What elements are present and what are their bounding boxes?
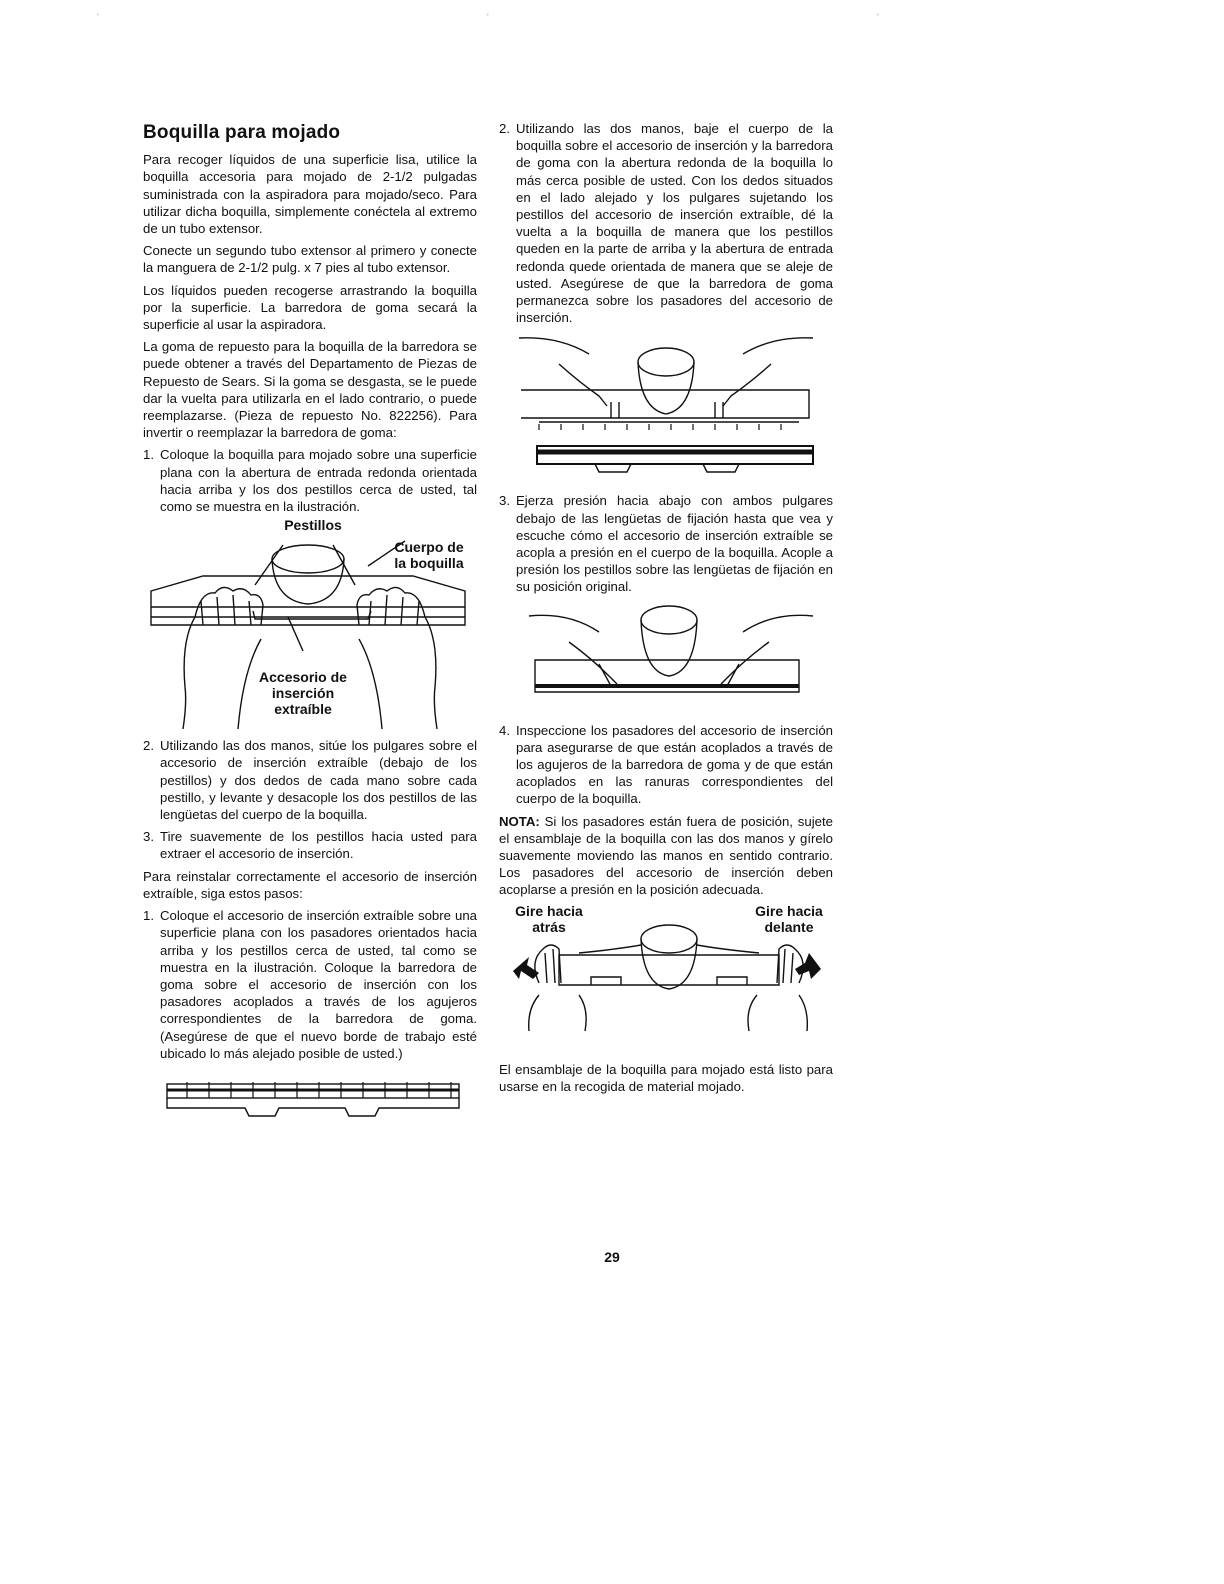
list-item — [143, 907, 477, 1062]
list-number: 3. — [499, 493, 510, 509]
label-cuerpo-boquilla: Cuerpo de la boquilla — [394, 539, 464, 572]
list-item — [499, 492, 833, 595]
page-title: Boquilla para mojado — [143, 122, 341, 143]
label-accesorio-insercion: Accesorio de inserción extraíble — [259, 669, 347, 718]
scan-mark: ' — [487, 12, 489, 22]
label-pestillos: Pestillos — [284, 517, 342, 534]
scan-mark: ' — [97, 12, 99, 22]
paragraph: Para recoger líquidos de una superficie lisa, utilice la boquilla accesoria para mojado de 2-1/2 pulgadas suministrada con la aspiradora para mojado/seco. Para utilizar dicha boquilla, simplemente conéctela al extremo de un tubo extensor. — [143, 152, 477, 237]
list-text: Coloque la boquilla para mojado sobre una superficie plana con la abertura de entrada redonda orientada hacia arriba y los dos pestillos cerca de usted, tal como se muestra en la ilustración. — [160, 447, 477, 515]
figure-snap-insert — [499, 602, 833, 714]
right-column — [499, 120, 833, 1100]
note-paragraph — [499, 813, 833, 899]
label-gire-atras: Gire hacia atrás — [515, 902, 583, 935]
list-text: Utilizando las dos manos, sitúe los pulgares sobre el accesorio de inserción extraíble (debajo de los pestillos) y dos dedos de cada mano sobre cada pestillo, y levante y desacople los dos pestillos de las lengüetas del cuerpo de la boquilla. — [160, 738, 477, 823]
figure-nozzle-latches — [143, 517, 477, 729]
paragraph: El ensamblaje de la boquilla para mojado está listo para usarse en la recogida de material mojado. — [499, 1061, 833, 1094]
paragraph: Para reinstalar correctamente el accesorio de inserción extraíble, siga estos pasos: — [143, 868, 477, 901]
paragraph: Los líquidos pueden recogerse arrastrando la boquilla por la superficie. La barredora de goma secará la superficie al usar la aspiradora. — [143, 282, 477, 333]
list-text: Coloque el accesorio de inserción extraíble sobre una superficie plana con los pasadores orientados hacia arriba y los pestillos cerca de usted, tal como se muestra en la ilustración. Coloque la barredora de goma sobre el accesorio de inserción con los pasadores acoplados a través de los agujeros correspondientes de la barredora de goma. (Asegúrese de que el nuevo borde de trabajo esté ubicado lo más alejado posible de usted.) — [160, 908, 477, 1061]
list-number: 3. — [143, 829, 154, 845]
figure-insert-strip — [165, 1078, 465, 1124]
note-text: Si los pasadores están fuera de posición, sujete el ensamblaje de la boquilla con las dos manos y gírelo suavemente moviendo las manos en sentido contrario. Los pasadores del accesorio de inserción deben acoplarse a presión en la posición adecuada. — [499, 813, 833, 898]
list-number: 1. — [143, 908, 154, 924]
scan-mark: ' — [877, 12, 879, 22]
list-item — [499, 722, 833, 808]
lower-nozzle-illustration — [499, 334, 833, 484]
note-label: NOTA: — [499, 813, 540, 829]
list-text: Utilizando las dos manos, baje el cuerpo de la boquilla sobre el accesorio de inserción y la barredora de goma con la abertura redonda de la boquilla lo más cerca posible de usted. Con los dedos situados en el lado alejado y los pulgares sujetando los pestillos del accesorio de inserción extraíble, dé la vuelta a la boquilla de manera que los pestillos queden en la parte de arriba y la abertura de entrada redonda quede orientada de manera que se aleje de usted. Asegúrese de que la barredora de goma permanezca sobre los pasadores del accesorio de inserción. — [516, 121, 833, 326]
list-number: 4. — [499, 722, 510, 738]
list-item — [499, 120, 833, 326]
list-item — [143, 446, 477, 515]
page-number: 29 — [604, 1249, 620, 1265]
figure-lower-nozzle-body — [499, 334, 833, 484]
figure-rotate-nozzle — [499, 902, 833, 1053]
list-text: Ejerza presión hacia abajo con ambos pulgares debajo de las lengüetas de fijación hasta que vea y escuche cómo el accesorio de inserción extraíble se acopla a presión en el cuerpo de la boquilla. Acople a presión los pestillos sobre las lengüetas de fijación en su posición original. — [516, 493, 833, 595]
paragraph: La goma de repuesto para la boquilla de la barredora se puede obtener a través del Departamento de Piezas de Repuesto de Sears. Si la goma se desgasta, se le puede dar la vuelta para utilizarla en el lado contrario, o puede reemplazarse. (Pieza de repuesto No. 822256). Para invertir o reemplazar la barredora de goma: — [143, 339, 477, 441]
insert-strip-illustration — [165, 1078, 465, 1124]
list-item — [143, 737, 477, 823]
list-number: 2. — [499, 121, 510, 136]
paragraph: Conecte un segundo tubo extensor al primero y conecte la manguera de 2-1/2 pulg. x 7 pies al tubo extensor. — [143, 243, 477, 276]
list-number: 2. — [143, 738, 154, 754]
snap-insert-illustration — [499, 602, 833, 714]
label-gire-delante: Gire hacia delante — [755, 902, 823, 935]
left-column — [143, 120, 477, 1132]
list-number: 1. — [143, 447, 154, 463]
list-text: Inspeccione los pasadores del accesorio de inserción para asegurarse de que están acoplados a través de los agujeros de la barredora de goma y de que están acoplados en las ranuras correspondientes del cuerpo de la boquilla. — [516, 722, 833, 807]
rotate-forward-arrow-icon — [795, 953, 821, 979]
list-text: Tire suavemente de los pestillos hacia usted para extraer el accesorio de inserción. — [160, 829, 477, 862]
list-item — [143, 828, 477, 862]
